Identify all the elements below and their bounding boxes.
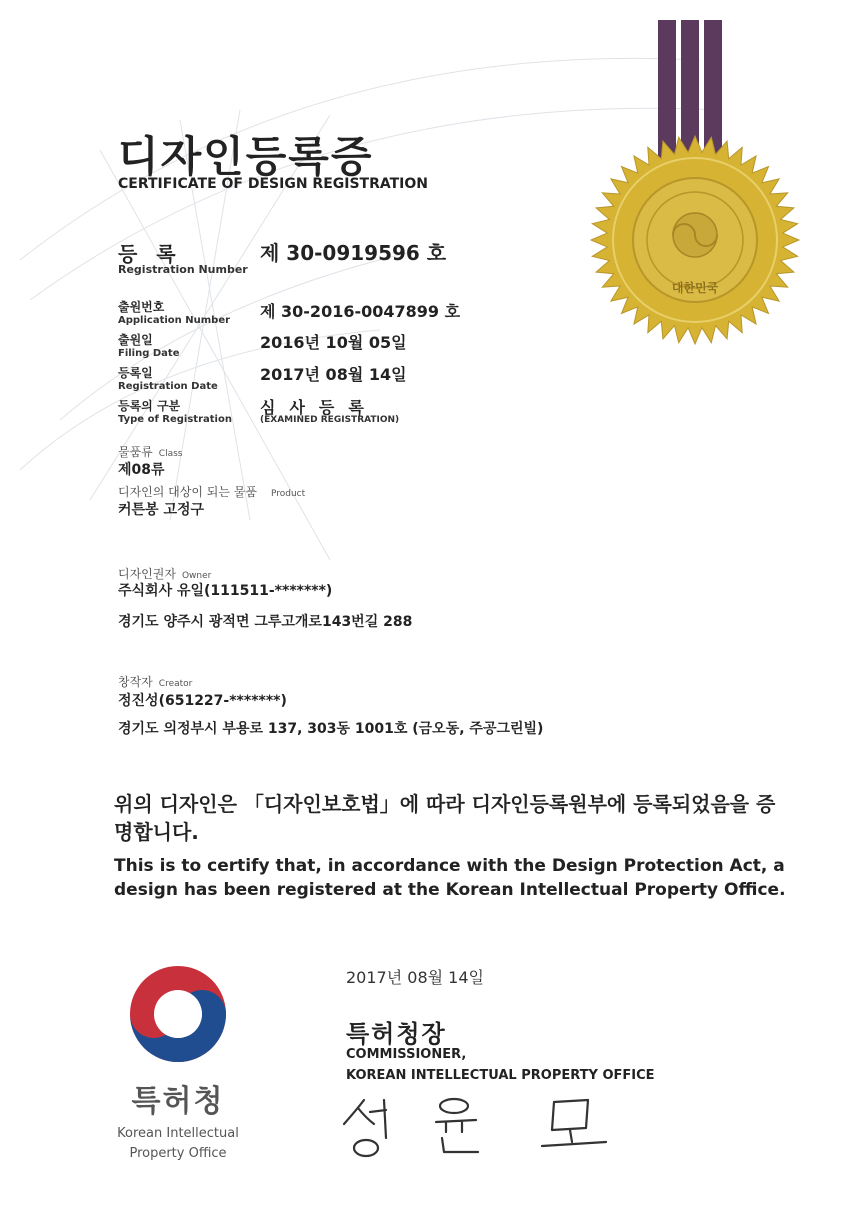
commissioner-title-english-line2: KOREAN INTELLECTUAL PROPERTY OFFICE xyxy=(346,1068,655,1083)
creator-label-en: Creator xyxy=(158,679,193,689)
application-number-label-ko: 출원번호 xyxy=(118,300,165,314)
product-label-ko: 디자인의 대상이 되는 물품 xyxy=(118,485,257,499)
kipo-name-english xyxy=(98,1124,258,1164)
certification-text-english: This is to certify that, in accordance with the Design Protection Act, a design has been registered at the Korean Intellectual Property Office. xyxy=(114,856,786,900)
application-number-label-en: Application Number xyxy=(118,315,231,326)
class-label xyxy=(118,441,182,460)
product-label xyxy=(118,481,305,500)
registration-type-value-en: (EXAMINED REGISTRATION) xyxy=(260,415,400,425)
product-value: 커튼봉 고정구 xyxy=(118,502,205,518)
certification-text-korean: 위의 디자인은 「디자인보호법」에 따라 디자인등록원부에 등록되었음을 증명합니다. xyxy=(114,792,776,844)
registration-date-label-en: Registration Date xyxy=(118,381,218,392)
kipo-name-english-line2: Property Office xyxy=(129,1146,227,1161)
kipo-taeguk-logo-icon xyxy=(126,962,230,1066)
creator-name: 정진성(651227-*******) xyxy=(118,693,287,709)
product-label-en: Product xyxy=(270,489,306,499)
filing-date-value: 2016년 10월 05일 xyxy=(260,333,407,352)
filing-date-label-en: Filing Date xyxy=(118,348,180,359)
commissioner-title-korean: 특허청장 xyxy=(346,1020,447,1048)
owner-name: 주식회사 유일(111511-*******) xyxy=(118,583,333,599)
certificate-title-english: CERTIFICATE OF DESIGN REGISTRATION xyxy=(118,176,429,192)
registration-date-label-ko: 등록일 xyxy=(118,366,153,380)
commissioner-signature xyxy=(336,1094,626,1164)
owner-label-ko: 디자인권자 xyxy=(118,567,176,581)
registration-number-label-en: Registration Number xyxy=(118,263,248,276)
issue-date: 2017년 08월 14일 xyxy=(346,968,484,987)
gold-seal xyxy=(590,20,805,350)
registration-date-value: 2017년 08월 14일 xyxy=(260,365,407,384)
creator-label xyxy=(118,671,192,690)
application-number-value: 제 30-2016-0047899 호 xyxy=(260,302,461,321)
registration-type-label-en: Type of Registration xyxy=(118,414,232,425)
creator-address: 경기도 의정부시 부용로 137, 303동 1001호 (금오동, 주공그린빌) xyxy=(118,721,544,737)
owner-address: 경기도 양주시 광적면 그루고개로143번길 288 xyxy=(118,614,413,630)
seal-text: 대한민국 xyxy=(671,281,719,295)
kipo-name-korean: 특허청 xyxy=(131,1084,225,1119)
class-value: 제08류 xyxy=(118,462,165,478)
certificate-title-korean: 디자인등록증 xyxy=(118,132,374,181)
class-label-en: Class xyxy=(158,449,183,459)
kipo-name-english-line1: Korean Intellectual xyxy=(117,1126,239,1141)
registration-type-label-ko: 등록의 구분 xyxy=(118,399,181,413)
class-label-ko: 물품류 xyxy=(118,445,153,459)
owner-label-en: Owner xyxy=(181,571,212,581)
creator-label-ko: 창작자 xyxy=(118,675,153,689)
commissioner-title-english-line1: COMMISSIONER, xyxy=(346,1047,467,1062)
registration-number-label-ko: 등 록 xyxy=(118,242,182,266)
registration-type-value-ko: 심사등록 xyxy=(260,398,378,417)
registration-number-value: 제 30-0919596 호 xyxy=(260,241,447,265)
filing-date-label-ko: 출원일 xyxy=(118,333,153,347)
